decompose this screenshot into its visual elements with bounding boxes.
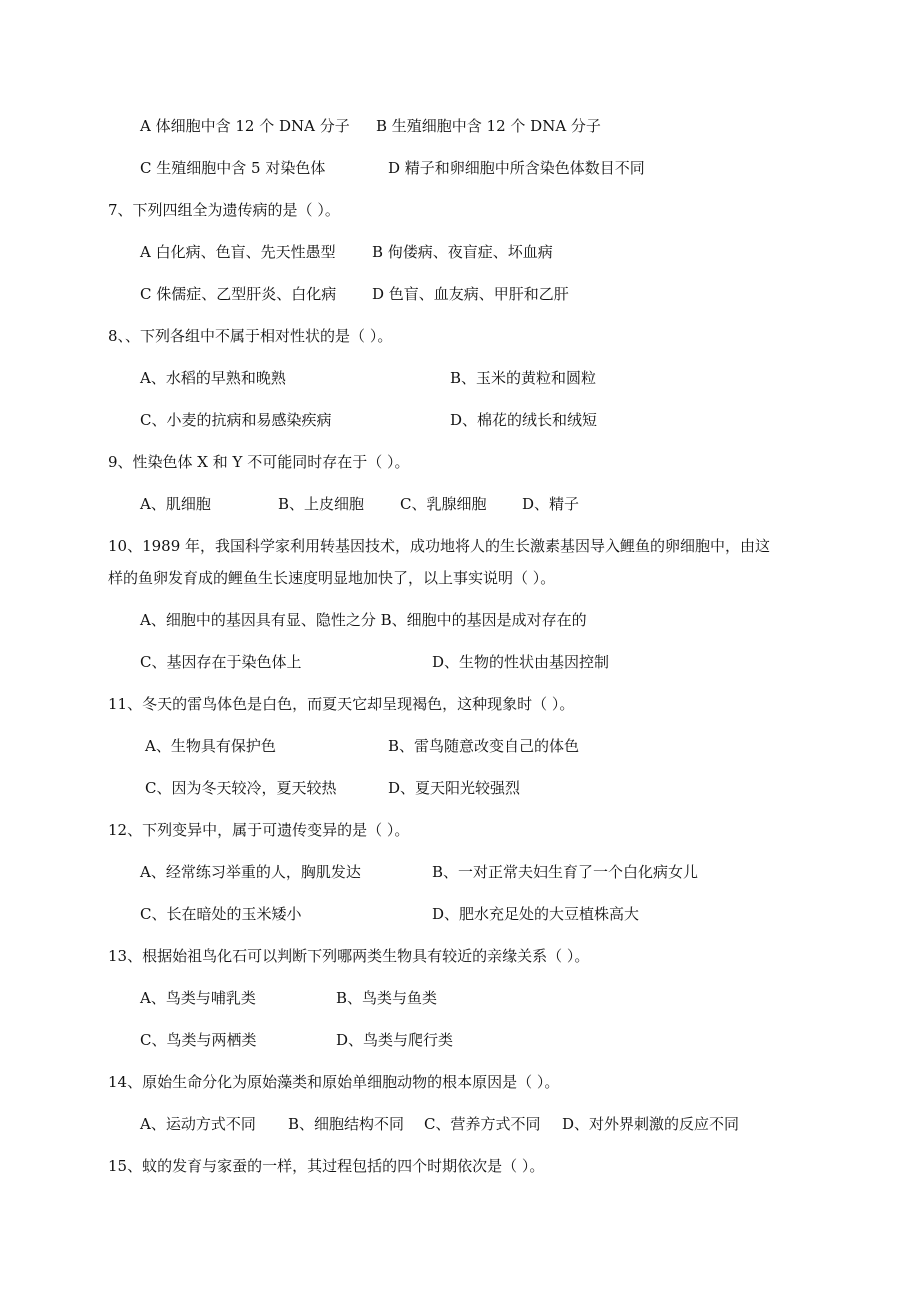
q6-option-a: A 体细胞中含 12 个 DNA 分子	[140, 117, 350, 135]
q12-option-d: D、肥水充足处的大豆植株高大	[432, 905, 640, 923]
q14-stem: 14、原始生命分化为原始藻类和原始单细胞动物的根本原因是（ ）。	[108, 1073, 560, 1091]
q10-stem-continued: 样的鱼卵发育成的鲤鱼生长速度明显地加快了，以上事实说明（ ）。	[108, 569, 556, 587]
q9-option-d: D、精子	[522, 495, 580, 513]
q7-option-d: D 色盲、血友病、甲肝和乙肝	[372, 285, 569, 303]
q13-stem: 13、根据始祖鸟化石可以判断下列哪两类生物具有较近的亲缘关系（ ）。	[108, 947, 590, 965]
q7-option-a: A 白化病、色盲、先天性愚型	[140, 243, 336, 261]
q12-stem: 12、下列变异中，属于可遗传变异的是（ ）。	[108, 821, 410, 839]
q11-option-c: C、因为冬天较冷，夏天较热	[145, 779, 337, 797]
q13-option-b: B、鸟类与鱼类	[336, 989, 438, 1007]
q9-option-a: A、肌细胞	[140, 495, 211, 513]
q11-option-a: A、生物具有保护色	[145, 737, 276, 755]
q12-option-b: B、一对正常夫妇生育了一个白化病女儿	[432, 863, 699, 881]
q10-option-c: C、基因存在于染色体上	[140, 653, 302, 671]
q8-option-d: D、棉花的绒长和绒短	[450, 411, 598, 429]
q14-option-a: A、运动方式不同	[140, 1115, 256, 1133]
q10-stem: 10、1989 年，我国科学家利用转基因技术，成功地将人的生长激素基因导入鲤鱼的卵细胞中，由这	[108, 537, 771, 555]
q11-option-b: B、雷鸟随意改变自己的体色	[388, 737, 580, 755]
q6-option-c: C 生殖细胞中含 5 对染色体	[140, 159, 326, 177]
q13-option-a: A、鸟类与哺乳类	[140, 989, 256, 1007]
q13-option-d: D、鸟类与爬行类	[336, 1031, 454, 1049]
q14-option-b: B、细胞结构不同	[288, 1115, 405, 1133]
q6-option-b: B 生殖细胞中含 12 个 DNA 分子	[376, 117, 601, 135]
q11-option-d: D、夏天阳光较强烈	[388, 779, 521, 797]
q8-stem: 8、、下列各组中不属于相对性状的是（ ）。	[108, 327, 393, 345]
q7-stem: 7、下列四组全为遗传病的是（ ）。	[108, 201, 340, 219]
q12-option-a: A、经常练习举重的人，胸肌发达	[140, 863, 361, 881]
q9-option-c: C、乳腺细胞	[400, 495, 487, 513]
q9-stem: 9、性染色体 X 和 Y 不可能同时存在于（ ）。	[108, 453, 410, 471]
q8-option-c: C、小麦的抗病和易感染疾病	[140, 411, 332, 429]
q14-option-c: C、营养方式不同	[424, 1115, 541, 1133]
q7-option-b: B 佝偻病、夜盲症、坏血病	[372, 243, 553, 261]
q10-option-d: D、生物的性状由基因控制	[432, 653, 610, 671]
q10-option-a-b: A、细胞中的基因具有显、隐性之分 B、细胞中的基因是成对存在的	[140, 611, 587, 629]
q14-option-d: D、对外界刺激的反应不同	[562, 1115, 740, 1133]
q13-option-c: C、鸟类与两栖类	[140, 1031, 257, 1049]
q15-stem: 15、蚊的发育与家蚕的一样，其过程包括的四个时期依次是（ ）。	[108, 1157, 545, 1175]
q9-option-b: B、上皮细胞	[278, 495, 365, 513]
q8-option-a: A、水稻的早熟和晚熟	[140, 369, 286, 387]
q6-option-d: D 精子和卵细胞中所含染色体数目不同	[388, 159, 645, 177]
q11-stem: 11、冬天的雷鸟体色是白色，而夏天它却呈现褐色，这种现象时（ ）。	[108, 695, 575, 713]
q7-option-c: C 侏儒症、乙型肝炎、白化病	[140, 285, 337, 303]
q8-option-b: B、玉米的黄粒和圆粒	[450, 369, 597, 387]
q12-option-c: C、长在暗处的玉米矮小	[140, 905, 302, 923]
